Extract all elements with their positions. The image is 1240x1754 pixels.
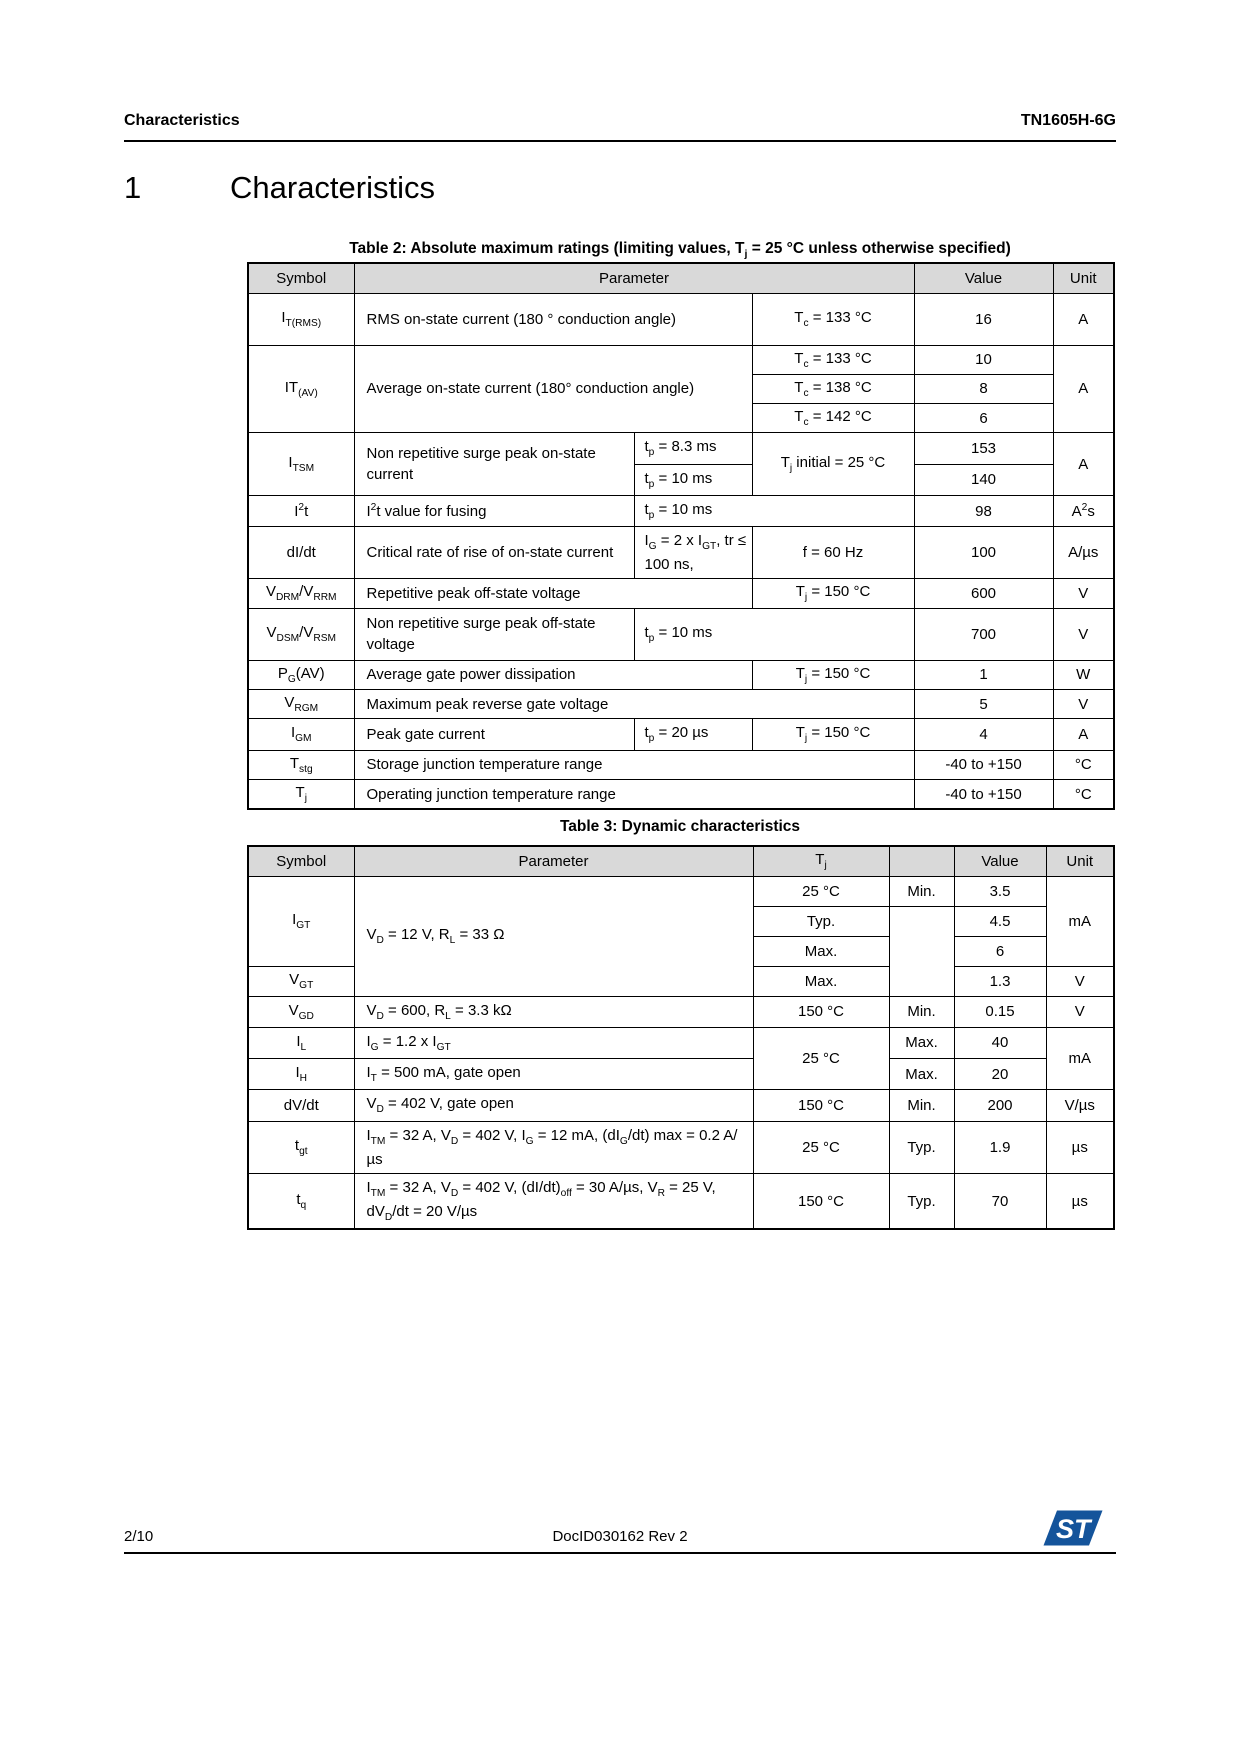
table2-caption: Table 2: Absolute maximum ratings (limiting values, $T_j = 25$ °C unless otherwise specified) [349,240,1011,261]
t3-igt-value-0: 3.5 [954,876,1046,906]
table-row [248,750,1114,779]
t2-didt-unit: A/µs [1053,527,1114,579]
t3-tq-unit: µs [1046,1173,1114,1229]
t2-head-unit: Unit [1053,263,1114,293]
t2-itav-value-0: 10 [914,345,1053,374]
t3-tq-value: 70 [954,1173,1046,1229]
t3-igt-sym: $I_{GT}$ [248,876,354,966]
t2-tj-value: -40 to +150 [914,779,1053,809]
t3-vgd-unit: V [1046,996,1114,1027]
table-row [248,1173,1114,1229]
t2-igm-cond1: $t_p = 20$ µs [634,719,752,750]
header-rule [124,140,1116,142]
table-row [248,608,1114,660]
t2-vdsm-cond: $t_p = 10$ ms [634,608,914,660]
t2-pgav-sym: $P_G(AV)$ [248,660,354,689]
t2-vdrm-cond: $T_j = 150$ °C [752,579,914,608]
t3-vgt-tj: Max. [753,966,889,996]
t2-pgav-param: Average gate power dissipation [354,660,752,689]
t2-itrms-param: RMS on-state current (180 ° conduction angle) [354,293,752,345]
t2-vdrm-sym: $V_{DRM}/V_{RRM}$ [248,579,354,608]
t2-head-parameter: Parameter [354,263,914,293]
t2-itav-cond-1: $T_c = 138$ °C [752,374,914,403]
t3-tq-sym: $t_q$ [248,1173,354,1229]
running-header-section: Characteristics [124,112,240,129]
table-row [248,1059,1114,1090]
t3-igt-param: $V_D = 12$ V, $R_L = 33$ Ω [354,876,753,996]
t3-igt-qual: Min. [889,876,954,906]
t2-itrms-cond: $T_c = 133$ °C [752,293,914,345]
table-row [248,579,1114,608]
t2-vrgm-sym: $V_{RGM}$ [248,690,354,719]
t2-itsm-unit: A [1053,433,1114,496]
t2-i2t-param: $I^2t$ value for fusing [354,495,634,526]
t2-tstg-value: -40 to +150 [914,750,1053,779]
t3-il-param: $I_G = 1.2$ x $I_{GT}$ [354,1027,753,1058]
t2-tstg-param: Storage junction temperature range [354,750,914,779]
t3-head-parameter: Parameter [354,846,753,876]
section-number: 1 [124,170,142,205]
t3-header-row [248,846,1114,876]
t3-tgt-tj: 25 °C [753,1121,889,1173]
t3-vgd-value: 0.15 [954,996,1046,1027]
t3-ih-param: $I_T = 500$ mA, gate open [354,1059,753,1090]
t2-igm-param: Peak gate current [354,719,634,750]
t2-itsm-sym: $I_{TSM}$ [248,433,354,496]
t2-i2t-unit: $A^2s$ [1053,495,1114,526]
t2-itrms-unit: A [1053,293,1114,345]
t2-header-row [248,263,1114,293]
table-row [248,1090,1114,1121]
t3-head-blank [889,846,954,876]
t2-i2t-value: 98 [914,495,1053,526]
t3-head-symbol: Symbol [248,846,354,876]
table-row [248,527,1114,579]
t3-dvdt-param: $V_D = 402$ V, gate open [354,1090,753,1121]
t2-head-value: Value [914,263,1053,293]
t2-tj-param: Operating junction temperature range [354,779,914,809]
t3-dvdt-qual: Min. [889,1090,954,1121]
t3-tgt-sym: $t_{gt}$ [248,1121,354,1173]
t3-tq-param: $I_{TM} = 32$ A, $V_D = 402$ V, $(dI/dt)_{off} = 30$ A/µs, $V_R = 25$ V, $dV_D/dt = 20$ V/µs [354,1173,753,1229]
t3-igt-tj-1: Typ. [753,906,889,936]
t3-vgd-qual: Min. [889,996,954,1027]
table3-caption: Table 3: Dynamic characteristics [559,818,801,835]
table-dynamic-characteristics [247,845,1115,1230]
t2-vrgm-unit: V [1053,690,1114,719]
t3-head-unit: Unit [1046,846,1114,876]
t2-vrgm-param: Maximum peak reverse gate voltage [354,690,914,719]
t2-itsm-cond1-1: $t_p = 10$ ms [634,464,752,495]
t3-vgd-param: $V_D = 600$, $R_L = 3.3$ kΩ [354,996,753,1027]
t2-didt-cond2: f = 60 Hz [752,527,914,579]
footer-doc-id: DocID030162 Rev 2 [552,1528,688,1545]
t2-itav-cond-2: $T_c = 142$ °C [752,404,914,433]
t3-tgt-qual: Typ. [889,1121,954,1173]
t2-itav-cond-0: $T_c = 133$ °C [752,345,914,374]
t2-tstg-sym: $T_{stg}$ [248,750,354,779]
table-row [248,1121,1114,1173]
t2-tstg-unit: °C [1053,750,1114,779]
t3-ih-value: 20 [954,1059,1046,1090]
t2-itav-value-1: 8 [914,374,1053,403]
t2-itsm-param: Non repetitive surge peak on-state current [354,433,634,496]
t2-vdrm-unit: V [1053,579,1114,608]
table-row [248,690,1114,719]
t2-vdsm-unit: V [1053,608,1114,660]
t3-ih-qual: Max. [889,1059,954,1090]
t3-il-ih-unit: mA [1046,1027,1114,1090]
t2-i2t-sym: $I^2t$ [248,495,354,526]
t3-vgt-unit: V [1046,966,1114,996]
t2-pgav-unit: W [1053,660,1114,689]
table-row [248,779,1114,809]
t2-didt-cond1: $I_G = 2$ x $I_{GT}$, tr ≤ 100 ns, [634,527,752,579]
t2-igm-cond2: $T_j = 150$ °C [752,719,914,750]
t2-itsm-value-1: 140 [914,464,1053,495]
footer-rule [124,1552,1116,1554]
t3-tq-tj: 150 °C [753,1173,889,1229]
table-row [248,876,1114,906]
st-logo-text: ST [1056,1514,1091,1544]
t2-itav-value-2: 6 [914,404,1053,433]
t3-ih-sym: $I_H$ [248,1059,354,1090]
t3-dvdt-unit: V/µs [1046,1090,1114,1121]
t2-itav-param: Average on-state current (180° conduction angle) [354,345,752,433]
running-header-part-number: TN1605H-6G [1020,112,1116,129]
t3-head-value: Value [954,846,1046,876]
t2-i2t-cond: $t_p = 10$ ms [634,495,914,526]
t2-head-symbol: Symbol [248,263,354,293]
t3-dvdt-value: 200 [954,1090,1046,1121]
t2-igm-unit: A [1053,719,1114,750]
t3-igt-value-1: 4.5 [954,906,1046,936]
table-row [248,660,1114,689]
t3-dvdt-sym: dV/dt [248,1090,354,1121]
table-absolute-maximum-ratings [247,262,1115,810]
t2-vrgm-value: 5 [914,690,1053,719]
t2-itrms-value: 16 [914,293,1053,345]
t3-dvdt-tj: 150 °C [753,1090,889,1121]
table-row [248,719,1114,750]
t3-vgd-tj: 150 °C [753,996,889,1027]
t3-il-qual: Max. [889,1027,954,1058]
t2-itav-unit: A [1053,345,1114,433]
t2-igm-sym: $I_{GM}$ [248,719,354,750]
t2-didt-sym: dI/dt [248,527,354,579]
t3-tgt-unit: µs [1046,1121,1114,1173]
t2-itrms-sym: $I_{T(RMS)}$ [248,293,354,345]
t2-vdsm-param: Non repetitive surge peak off-state voltage [354,608,634,660]
t3-vgt-value: 1.3 [954,966,1046,996]
t2-didt-param: Critical rate of rise of on-state current [354,527,634,579]
t3-vgt-sym: $V_{GT}$ [248,966,354,996]
table-row [248,345,1114,374]
t3-tgt-param: $I_{TM} = 32$ A, $V_D = 402$ V, $I_G = 12$ mA, $(dI_G/dt) \max = 0.2$ A/µs [354,1121,753,1173]
st-logo [1043,1510,1103,1546]
section-title: Characteristics [230,170,435,205]
t3-il-sym: $I_L$ [248,1027,354,1058]
t3-igt-tj-2: Max. [753,936,889,966]
t2-itsm-cond1-0: $t_p = 8.3$ ms [634,433,752,464]
t2-itsm-cond2: $T_j$ initial = 25 °C [752,433,914,496]
t2-tj-sym: $T_j$ [248,779,354,809]
t3-igt-tj-0: 25 °C [753,876,889,906]
t3-tgt-value: 1.9 [954,1121,1046,1173]
t2-itav-sym: $IT_{(AV)}$ [248,345,354,433]
t2-pgav-cond: $T_j = 150$ °C [752,660,914,689]
footer-page-number: 2/10 [124,1528,154,1545]
t2-vdsm-sym: $V_{DSM}/V_{RSM}$ [248,608,354,660]
table-row [248,1027,1114,1058]
t2-itsm-value-0: 153 [914,433,1053,464]
table-row [248,293,1114,345]
t2-vdsm-value: 700 [914,608,1053,660]
t3-tq-qual: Typ. [889,1173,954,1229]
t2-vdrm-value: 600 [914,579,1053,608]
t3-head-tj: $T_j$ [753,846,889,876]
table-row [248,495,1114,526]
t3-igt-unit: mA [1046,876,1114,966]
t3-vgd-sym: $V_{GD}$ [248,996,354,1027]
t2-pgav-value: 1 [914,660,1053,689]
t2-vdrm-param: Repetitive peak off-state voltage [354,579,752,608]
t3-empty-qual-cell [889,906,954,996]
t2-igm-value: 4 [914,719,1053,750]
t2-tj-unit: °C [1053,779,1114,809]
table-row [248,433,1114,464]
t3-il-value: 40 [954,1027,1046,1058]
t3-il-ih-tj: 25 °C [753,1027,889,1090]
table-row [248,996,1114,1027]
t2-didt-value: 100 [914,527,1053,579]
t3-igt-value-2: 6 [954,936,1046,966]
